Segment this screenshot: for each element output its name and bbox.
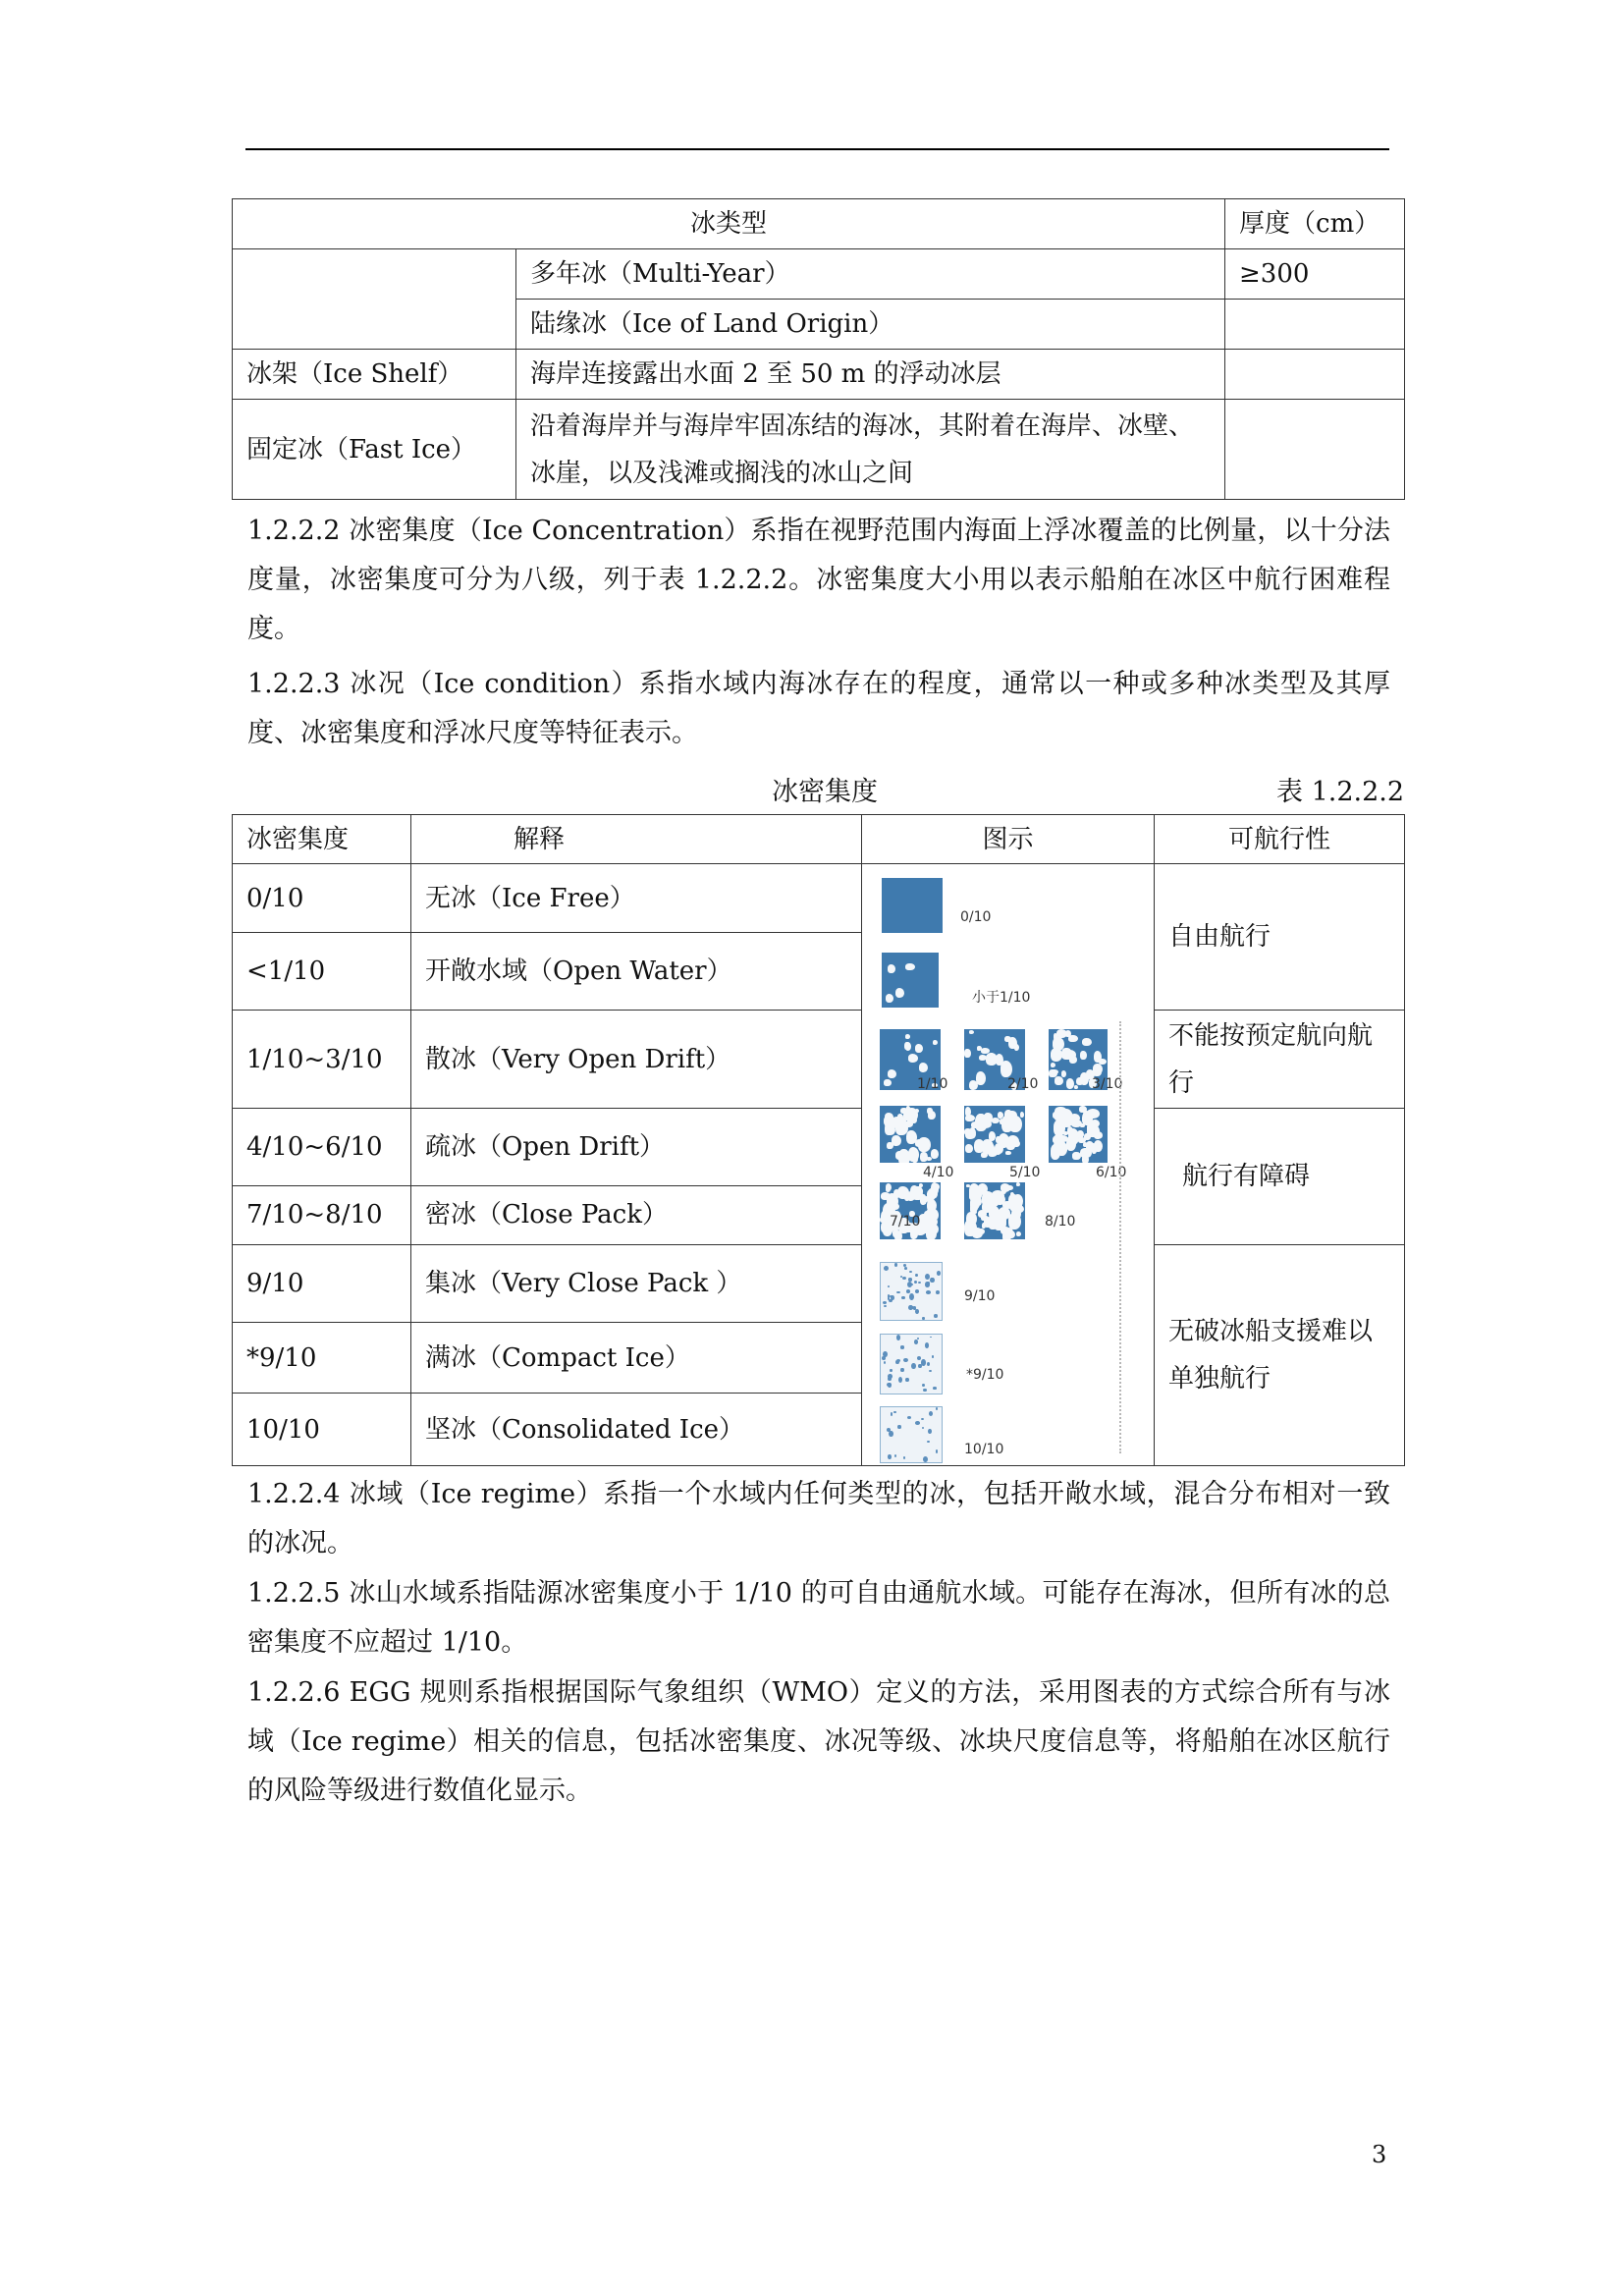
ice-floe [984,1113,992,1121]
row-explanation: 满冰（Compact Ice） [411,1323,862,1394]
ice-floe [900,1368,903,1373]
ice-floe [930,1337,932,1339]
table-row [233,1244,1405,1323]
ice-floe [996,1054,1003,1065]
ice-floe [1066,1078,1074,1088]
ice-floe [930,1278,934,1283]
ice-floe [915,1289,919,1293]
row-thickness [1225,350,1405,400]
ice-floe [1082,1155,1088,1163]
navigability-obstructed: 航行有障碍 [1155,1109,1405,1245]
row-explanation: 集冰（Very Close Pack ） [411,1244,862,1323]
paragraph-ice-condition: 1.2.2.3 冰况（Ice condition）系指水域内海冰存在的程度，通常以一种或多种冰类型及其厚度、冰密集度和浮冰尺度等特征表示。 [247,669,1390,748]
ice-floe [934,1314,938,1318]
ice-floe [909,1293,914,1300]
header-explanation: 解释 [411,815,862,864]
ice-floe [1055,1076,1063,1085]
ice-floe [1077,1130,1084,1138]
ice-floe [923,1389,927,1393]
table-caption-title: 冰密集度 [772,777,878,807]
ice-floe [927,1108,932,1115]
ice-floe [969,1183,981,1199]
table-caption-number: 表 1.2.2.2 [1276,777,1405,807]
header-navigability: 可航行性 [1155,815,1405,864]
row-concentration: 0/10 [233,864,411,933]
row-concentration: 10/10 [233,1394,411,1466]
ice-floe [897,1425,901,1430]
ice-figure-label: 0/10 [960,909,992,925]
ice-floe [1008,1037,1017,1049]
row-desc: 陆缘冰（Ice of Land Origin） [516,300,1225,350]
ice-floe [1065,1030,1071,1037]
ice-floe [915,1044,923,1053]
table-row [233,1011,1405,1109]
ice-sample-box [882,953,939,1008]
ice-floe [908,1278,912,1281]
row-explanation: 散冰（Very Open Drift） [411,1011,862,1109]
ice-floe [885,1122,893,1135]
row-concentration: 7/10~8/10 [233,1185,411,1244]
ice-floe [1001,1116,1012,1132]
ice-floe [891,1412,893,1416]
ice-floe [900,1345,905,1348]
navigability-free: 自由航行 [1155,864,1405,1011]
header-illustration: 图示 [862,815,1155,864]
ice-floe [888,964,895,974]
ice-floe [922,1427,924,1429]
ice-floe [905,1378,908,1382]
ice-sample-box [880,1334,943,1394]
ice-floe [915,1109,919,1113]
ice-floe [888,1454,892,1459]
ice-floe [927,1194,936,1201]
ice-floe [1003,1205,1009,1213]
header-concentration: 冰密集度 [233,815,411,864]
ice-figure-label: 5/10 [1009,1165,1041,1180]
ice-floe [965,1144,973,1153]
table-row [233,400,1405,500]
ice-floe [1068,1119,1074,1123]
ice-floe [888,1377,892,1381]
row-desc: 沿着海岸并与海岸牢固冻结的海冰，其附着在海岸、冰壁、冰崖，以及浅滩或搁浅的冰山之间 [516,400,1225,500]
ice-floe [884,1305,887,1307]
row-category: 冰架（Ice Shelf） [233,350,516,400]
ice-floe [982,1202,993,1211]
ice-floe [929,1370,932,1372]
ice-floe [884,1266,889,1271]
ice-floe [1009,1197,1019,1208]
ice-floe [996,1194,1005,1205]
row-explanation: 疏冰（Open Drift） [411,1109,862,1186]
ice-floe [977,1142,983,1151]
ice-floe [915,1421,920,1425]
ice-floe [883,1301,888,1305]
ice-floe [977,1046,982,1051]
ice-figure-label: 10/10 [964,1442,1004,1457]
row-explanation: 开敞水域（Open Water） [411,933,862,1011]
ice-floe [1052,1069,1058,1074]
ice-figure-label: 9/10 [964,1288,996,1304]
ice-concentration-figure [862,864,1154,1465]
header-rule [245,148,1389,150]
ice-floe [934,1183,940,1190]
ice-floe [918,1282,922,1285]
ice-floe [1084,1133,1090,1140]
ice-floe [1007,1230,1015,1238]
ice-floe [884,1079,891,1086]
row-concentration: <1/10 [233,933,411,1011]
ice-floe [925,1342,929,1347]
row-concentration: 9/10 [233,1244,411,1323]
ice-floe [1007,1185,1013,1190]
ice-floe [882,1356,886,1360]
ice-figure-label: *9/10 [966,1367,1004,1383]
ice-floe [922,1384,925,1387]
ice-floe [992,1118,999,1123]
table-row [233,864,1405,933]
row-explanation: 无冰（Ice Free） [411,864,862,933]
ice-sample-box [880,1406,943,1463]
ice-figure-label: 6/10 [1096,1165,1127,1180]
ice-floe [933,1387,936,1390]
ice-floe [905,963,915,971]
row-desc: 多年冰（Multi-Year） [516,249,1225,300]
ice-floe [911,1284,913,1285]
ice-floe [895,988,904,998]
ice-floe [1055,1107,1067,1118]
ice-floe [964,1049,970,1058]
ice-floe [995,1146,1001,1155]
ice-floe [907,1416,911,1419]
ice-floe [886,994,893,1003]
ice-floe [1008,1213,1021,1230]
ice-floe [908,1305,913,1310]
ice-floe [894,1263,897,1266]
ice-floe [1051,1144,1061,1159]
ice-floe [915,1309,919,1314]
ice-floe [1016,1231,1022,1236]
row-concentration: 1/10~3/10 [233,1011,411,1109]
ice-floe [919,1183,923,1187]
ice-floe [902,1277,906,1280]
ice-floe [906,1289,910,1293]
ice-floe [936,1290,939,1294]
ice-floe [933,1040,938,1045]
ice-floe [1061,1070,1067,1077]
ice-floe [1051,1063,1056,1067]
table-row [233,350,1405,400]
ice-floe [908,1133,913,1137]
ice-floe [1001,1188,1006,1194]
paragraph-egg-rule: 1.2.2.6 EGG 规则系指根据国际气象组织（WMO）定义的方法，采用图表的方式综合所有与冰域（Ice regime）相关的信息，包括冰密集度、冰况等级、冰块尺度信息等，将船舶在冰区航行的风险等级进行数值化显示。 [247,1677,1390,1806]
ice-floe [928,1429,932,1435]
ice-floe [1054,1120,1066,1135]
ice-floe [886,1185,891,1191]
ice-floe [996,1213,1007,1227]
ice-floe [967,1215,975,1223]
ice-floe [969,1030,975,1034]
ice-figure-label: 7/10 [890,1214,921,1230]
ice-floe [906,1106,910,1110]
ice-floe [921,1418,924,1420]
ice-floe [926,1217,938,1227]
ice-concentration-table [232,814,1405,1466]
ice-floe [890,1369,893,1373]
ice-floe [921,1359,926,1365]
row-thickness [1225,400,1405,500]
paragraph-ice-regime: 1.2.2.4 冰域（Ice regime）系指一个水域内任何类型的冰，包括开敞水域，混合分布相对一致的冰况。 [247,1479,1390,1558]
ice-floe [1053,1037,1064,1051]
navigability-icebreaker: 无破冰船支援难以单独航行 [1155,1244,1405,1466]
ice-figure-label: 4/10 [923,1165,954,1180]
table-row [233,249,1405,300]
ice-floe [929,1411,933,1416]
row-explanation: 坚冰（Consolidated Ice） [411,1394,862,1466]
ice-floe [889,1431,893,1437]
ice-floe [999,1133,1010,1148]
ice-floe [922,1317,924,1320]
ice-floe [1072,1152,1080,1161]
ice-floe [901,1296,904,1300]
ice-floe [977,1114,984,1121]
ice-floe [896,1359,901,1362]
figure-divider [1119,1021,1121,1453]
ice-floe [937,1271,942,1276]
ice-figure-label: 8/10 [1045,1214,1076,1230]
ice-floe [905,1042,911,1051]
ice-sample-box [882,878,943,933]
ice-floe [976,1071,986,1085]
paragraph-iceberg-waters: 1.2.2.5 冰山水域系指陆源冰密集度小于 1/10 的可自由通航水域。可能存在海冰，但所有冰的总密集度不应超过 1/10。 [247,1578,1390,1658]
ice-floe [887,1142,893,1150]
ice-floe [1080,1051,1087,1061]
ice-floe [927,1362,930,1366]
ice-floe [887,1383,892,1387]
row-explanation: 密冰（Close Pack） [411,1185,862,1244]
ice-floe [1020,1112,1024,1118]
ice-floe [905,1034,910,1039]
ice-floe [904,1267,907,1270]
ice-figure-label: 2/10 [1007,1076,1039,1092]
ice-floe [909,1271,911,1273]
ice-sample-box [964,1182,1025,1239]
ice-floe [914,1339,919,1344]
ice-floe [884,1361,887,1364]
ice-floe [925,1274,930,1280]
ice-figure-label: 3/10 [1092,1076,1123,1092]
ice-floe [936,1407,938,1410]
table-row [233,1109,1405,1186]
ice-floe [972,1228,983,1238]
ice-type-table [232,198,1405,500]
page-number: 3 [1372,2141,1387,2168]
ice-floe [900,1276,902,1278]
ice-floe [925,1282,930,1286]
paragraph-ice-concentration: 1.2.2.2 冰密集度（Ice Concentration）系指在视野范围内海面上浮冰覆盖的比例量，以十分法度量，冰密集度可分为八级，列于表 1.2.2.2。冰密集度大小用以表示船舶在冰区中航行困难程度。 [247,516,1390,644]
header-ice-type: 冰类型 [233,199,1225,249]
ice-floe [927,1441,929,1443]
ice-floe [894,1454,897,1457]
ice-floe [896,1335,900,1340]
row-concentration: 4/10~6/10 [233,1109,411,1186]
navigability-restricted: 不能按预定航向航行 [1155,1011,1405,1109]
row-desc: 海岸连接露出水面 2 至 50 m 的浮动冰层 [516,350,1225,400]
row-concentration: *9/10 [233,1323,411,1394]
ice-floe [914,1281,917,1284]
ice-floe [1082,1038,1092,1046]
ice-figure-label: 小于1/10 [972,990,1031,1006]
ice-floe [889,1299,893,1302]
row-thickness [1225,300,1405,350]
ice-floe [981,1152,988,1159]
ice-figure-label: 1/10 [917,1076,948,1092]
ice-floe [1074,1085,1078,1089]
ice-floe [888,1285,890,1287]
ice-floe [896,1291,899,1294]
ice-floe [926,1227,937,1239]
ice-floe [897,1186,909,1199]
ice-floe [893,1411,895,1414]
row-thickness: ≥300 [1225,249,1405,300]
ice-floe [898,1377,902,1383]
ice-illustration [862,864,1155,1466]
ice-floe [936,1449,938,1453]
ice-floe [903,1358,908,1362]
ice-sample-box [880,1262,943,1321]
ice-floe [888,1069,896,1078]
row-category: 固定冰（Fast Ice） [233,400,516,500]
ice-floe [932,1355,934,1357]
ice-floe [926,1290,931,1294]
ice-floe [1069,1056,1077,1064]
ice-floe [905,1111,914,1121]
header-thickness: 厚度（cm） [1225,199,1405,249]
ice-floe [903,1456,906,1459]
ice-floe [911,1363,916,1370]
ice-floe [915,1274,918,1278]
ice-floe [923,1456,928,1462]
row-category [233,249,516,350]
ice-floe [1016,1182,1020,1186]
